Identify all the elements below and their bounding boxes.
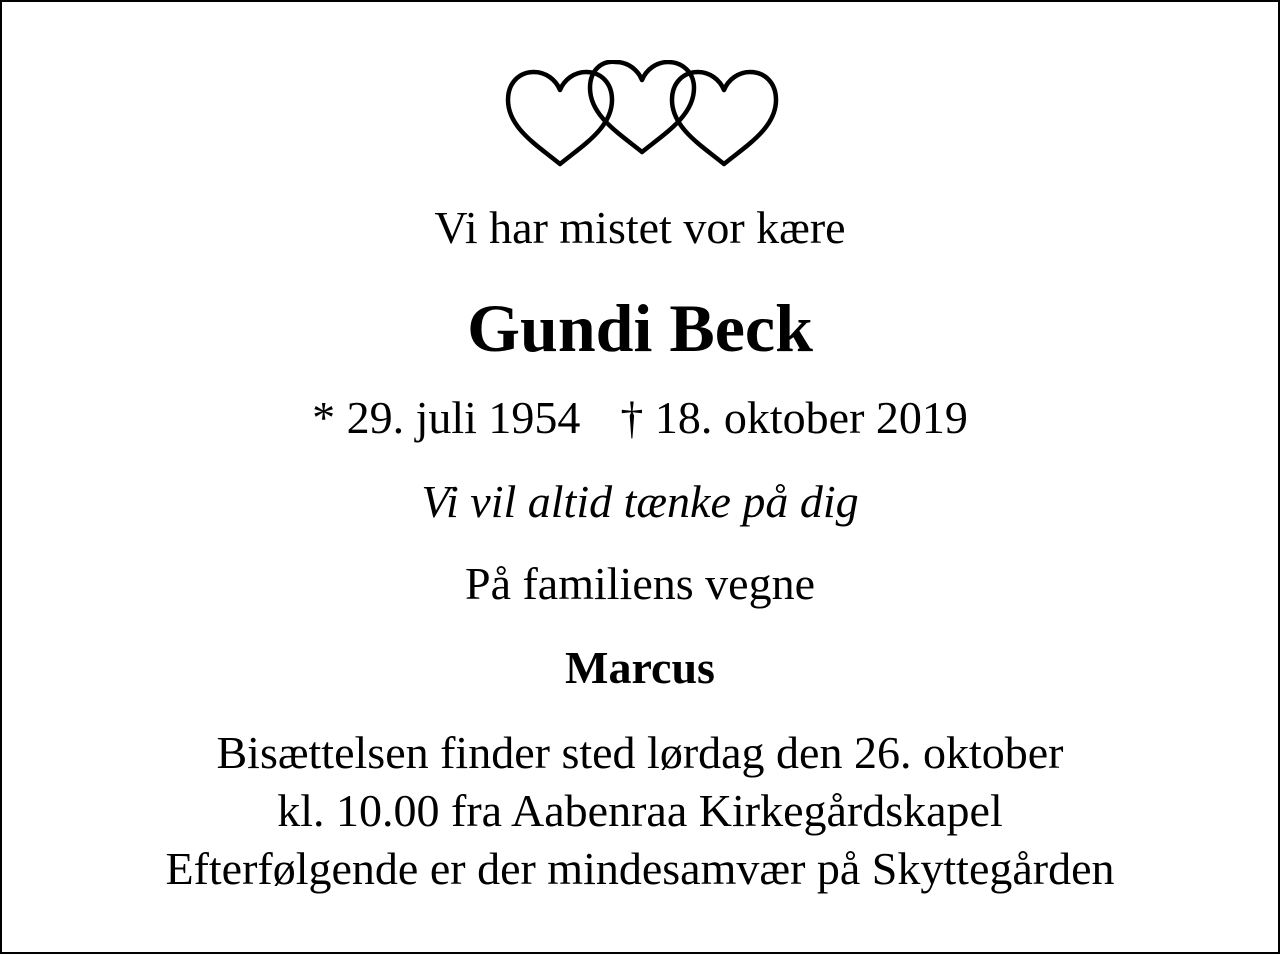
funeral-details-line: Bisættelsen finder sted lørdag den 26. oktober: [216, 727, 1064, 778]
life-dates: [2, 388, 1278, 448]
intro-text: Vi har mistet vor kære: [434, 202, 846, 253]
deceased-name: Gundi Beck: [467, 290, 813, 366]
memorial-quote: Vi vil altid tænke på dig: [421, 476, 859, 527]
death-date: † 18. oktober 2019: [620, 392, 968, 443]
birth-date: * 29. juli 1954: [312, 392, 581, 443]
funeral-details-line: Efterfølgende er der mindesamvær på Skyttegården: [165, 843, 1115, 894]
three-hearts-icon: [500, 60, 784, 172]
funeral-details-line: kl. 10.00 fra Aabenraa Kirkegårdskapel: [277, 785, 1003, 836]
on-behalf-text: På familiens vegne: [464, 558, 815, 609]
signer-name: Marcus: [565, 642, 715, 693]
funeral-details: [2, 724, 1278, 898]
